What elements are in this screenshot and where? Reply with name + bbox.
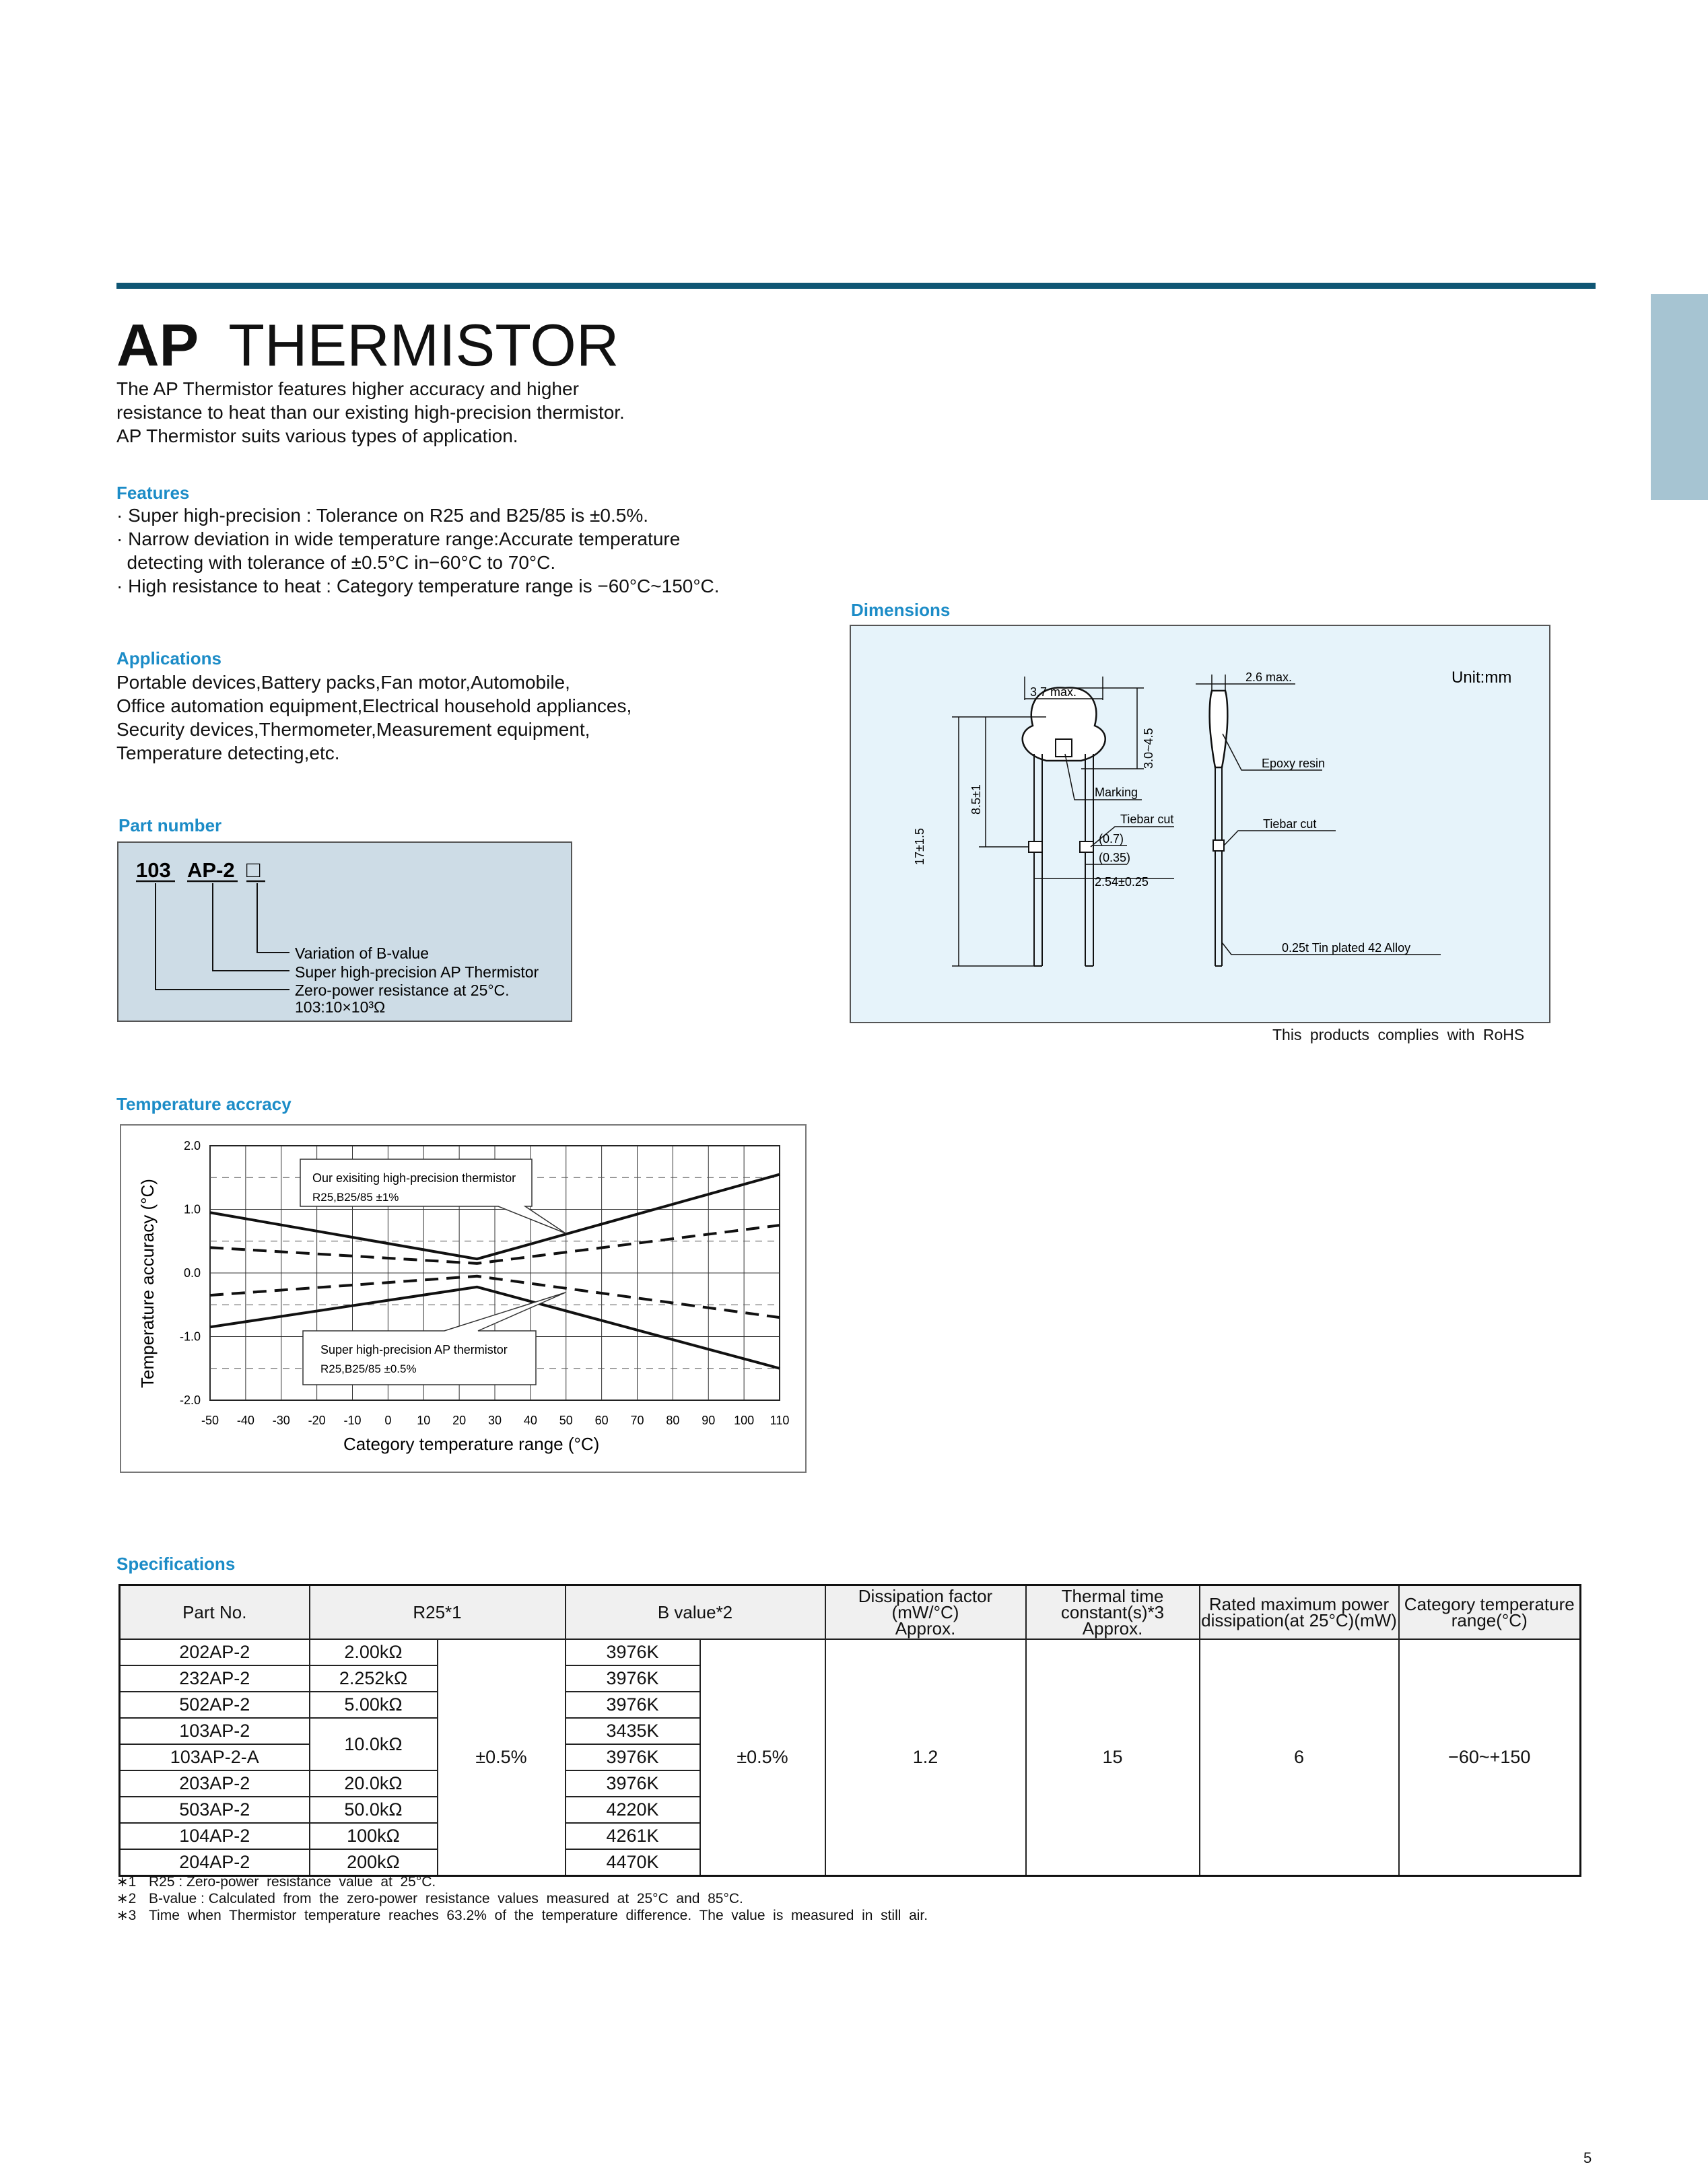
callout-top-line1: Our exisiting high-precision thermistor: [312, 1171, 516, 1185]
y-tick-label: 0.0: [183, 1266, 201, 1280]
feature-item: · Super high-precision : Tolerance on R25 and B25/85 is ±0.5%.: [116, 505, 648, 526]
dim-total-height: 17±1.5: [913, 828, 926, 865]
col-range: Category temperature range(°C): [1399, 1585, 1581, 1640]
x-tick-label: -50: [201, 1414, 219, 1427]
label-gap-a: (0.7): [1099, 832, 1124, 846]
x-tick-label: 30: [487, 1414, 502, 1427]
marking-square: [1056, 739, 1072, 757]
note-1: ∗1 R25 : Zero-power resistance value at 25°C.: [116, 1874, 436, 1890]
features-list: [116, 504, 720, 598]
applications-text: [116, 670, 631, 765]
x-tick-label: -40: [236, 1414, 254, 1427]
dim-head-height: 3.0~4.5: [1142, 728, 1155, 769]
range-value: −60~+150: [1399, 1639, 1581, 1876]
dim-body-height: 8.5±1: [969, 784, 983, 815]
accuracy-chart-box: [120, 1124, 807, 1473]
dimensions-box: [850, 625, 1550, 1023]
intro-line: The AP Thermistor features higher accuracy and higher: [116, 378, 579, 399]
x-tick-label: 10: [417, 1414, 431, 1427]
x-tick-label: 110: [770, 1414, 790, 1427]
label-tiebar-left: Tiebar cut: [1120, 813, 1174, 826]
feature-item: detecting with tolerance of ±0.5°C in−60°C to 70°C.: [116, 552, 556, 573]
table-row: 503AP-2 50.0kΩ 4220K: [120, 1797, 1581, 1823]
spec-table: [118, 1584, 1581, 1877]
table-row: 204AP-2 200kΩ 4470K: [120, 1849, 1581, 1876]
spec-header-row: [120, 1585, 1581, 1640]
table-row: 103AP-2-A 3976K: [120, 1744, 1581, 1770]
dim-side-width: 2.6 max.: [1245, 670, 1293, 684]
chart-ylabel: Temperature accuracy (°C): [137, 1179, 158, 1388]
col-r25: R25*1: [310, 1585, 566, 1640]
table-row: 502AP-2 5.00kΩ 3976K: [120, 1692, 1581, 1718]
y-tick-label: 2.0: [183, 1139, 201, 1152]
rated-value: 6: [1200, 1639, 1399, 1876]
label-epoxy: Epoxy resin: [1262, 757, 1326, 770]
x-tick-label: 0: [384, 1414, 392, 1427]
part-number-heading: Part number: [118, 815, 222, 835]
dimensions-heading: Dimensions: [851, 600, 951, 620]
label-marking: Marking: [1095, 786, 1138, 799]
side-tab: [1651, 294, 1708, 500]
features-heading: Features: [116, 483, 190, 503]
pn-legend-resistance: Zero-power resistance at 25°C.: [295, 981, 510, 999]
x-tick-label: -20: [308, 1414, 326, 1427]
table-row: 103AP-2 10.0kΩ 3435K: [120, 1718, 1581, 1744]
b-tolerance: ±0.5%: [700, 1639, 825, 1876]
x-tick-label: -10: [343, 1414, 362, 1427]
pn-legend-example: 103:10×10³Ω: [295, 998, 386, 1016]
x-tick-label: 100: [734, 1414, 755, 1427]
chart-yticks: [180, 1139, 201, 1407]
callout-bottom-line1: Super high-precision AP thermistor: [320, 1343, 508, 1356]
x-tick-label: 60: [594, 1414, 609, 1427]
application-line: Portable devices,Battery packs,Fan motor,Automobile,: [116, 672, 570, 693]
specifications-heading: Specifications: [116, 1554, 236, 1574]
x-tick-label: 40: [523, 1414, 537, 1427]
accuracy-chart: [121, 1126, 805, 1472]
intro-text: [116, 377, 625, 448]
col-part: Part No.: [120, 1585, 310, 1640]
x-tick-label: 70: [630, 1414, 644, 1427]
feature-item: · High resistance to heat : Category temperature range is −60°C~150°C.: [116, 576, 720, 596]
intro-line: AP Thermistor suits various types of application.: [116, 425, 518, 446]
label-lead: 0.25t Tin plated 42 Alloy: [1282, 941, 1411, 955]
application-line: Security devices,Thermometer,Measurement equipment,: [116, 719, 590, 740]
application-line: Office automation equipment,Electrical household appliances,: [116, 695, 632, 716]
side-view-head: [1210, 691, 1228, 767]
x-tick-label: 90: [702, 1414, 716, 1427]
chart-xlabel: Category temperature range (°C): [343, 1434, 600, 1454]
x-tick-label: 20: [452, 1414, 467, 1427]
applications-heading: Applications: [116, 648, 222, 668]
dimensions-drawing: [851, 626, 1549, 1022]
table-row: 232AP-2 2.252kΩ 3976K: [120, 1665, 1581, 1692]
accuracy-heading: Temperature accracy: [116, 1094, 292, 1114]
x-tick-label: -30: [272, 1414, 290, 1427]
part-code-a: 103: [136, 858, 171, 882]
part-number-diagram: [118, 843, 571, 1021]
title-rest: THERMISTOR: [228, 312, 619, 378]
thermal-value: 15: [1026, 1639, 1200, 1876]
feature-item: · Narrow deviation in wide temperature range:Accurate temperature: [116, 528, 681, 549]
part-code-b: AP-2: [187, 858, 235, 882]
page-number: 5: [1583, 2149, 1592, 2166]
table-row: 104AP-2 100kΩ 4261K: [120, 1823, 1581, 1849]
dim-width: 3.7 max.: [1030, 685, 1077, 699]
pn-legend-type: Super high-precision AP Thermistor: [295, 963, 539, 981]
r-tolerance: ±0.5%: [438, 1639, 566, 1876]
chart-xticks: [201, 1414, 789, 1427]
unit-label: Unit:mm: [1451, 668, 1512, 687]
label-pitch: 2.54±0.25: [1095, 875, 1149, 889]
x-tick-label: 80: [666, 1414, 680, 1427]
label-gap-b: (0.35): [1099, 851, 1131, 864]
application-line: Temperature detecting,etc.: [116, 743, 340, 763]
rohs-note: This products complies with RoHS: [1272, 1026, 1525, 1043]
callout-bottom-line2: R25,B25/85 ±0.5%: [320, 1363, 417, 1375]
note-2: ∗2 B-value : Calculated from the zero-power resistance values measured at 25°C and 85°C.: [116, 1891, 743, 1906]
table-row: 202AP-2 2.00kΩ ±0.5% 3976K ±0.5% 1.2 15 6 −60~+150: [120, 1639, 1581, 1665]
col-thermal: Thermal time constant(s)*3 Approx.: [1026, 1585, 1200, 1640]
label-tiebar-right: Tiebar cut: [1263, 817, 1317, 831]
part-number-box: [117, 841, 572, 1022]
intro-line: resistance to heat than our existing high-precision thermistor.: [116, 402, 625, 423]
spec-notes: [116, 1873, 928, 1924]
table-row: 203AP-2 20.0kΩ 3976K: [120, 1770, 1581, 1797]
col-rated: Rated maximum power dissipation(at 25°C)(mW): [1200, 1585, 1399, 1640]
y-tick-label: -2.0: [179, 1393, 201, 1407]
pn-legend-variation: Variation of B-value: [295, 944, 430, 962]
note-3: ∗3 Time when Thermistor temperature reaches 63.2% of the temperature difference. The value is measured in still air.: [116, 1908, 928, 1923]
x-tick-label: 50: [559, 1414, 573, 1427]
title-bold: AP: [116, 312, 199, 378]
part-code-c: □: [246, 857, 261, 883]
col-b: B value*2: [566, 1585, 825, 1640]
y-tick-label: -1.0: [179, 1330, 201, 1344]
header-rule: [116, 283, 1596, 289]
dissipation-value: 1.2: [825, 1639, 1026, 1876]
callout-top-line2: R25,B25/85 ±1%: [312, 1191, 399, 1204]
col-diss: Dissipation factor (mW/°C) Approx.: [825, 1585, 1026, 1640]
callout-top: [300, 1159, 566, 1233]
y-tick-label: 1.0: [183, 1202, 201, 1216]
page-title: [116, 308, 619, 382]
